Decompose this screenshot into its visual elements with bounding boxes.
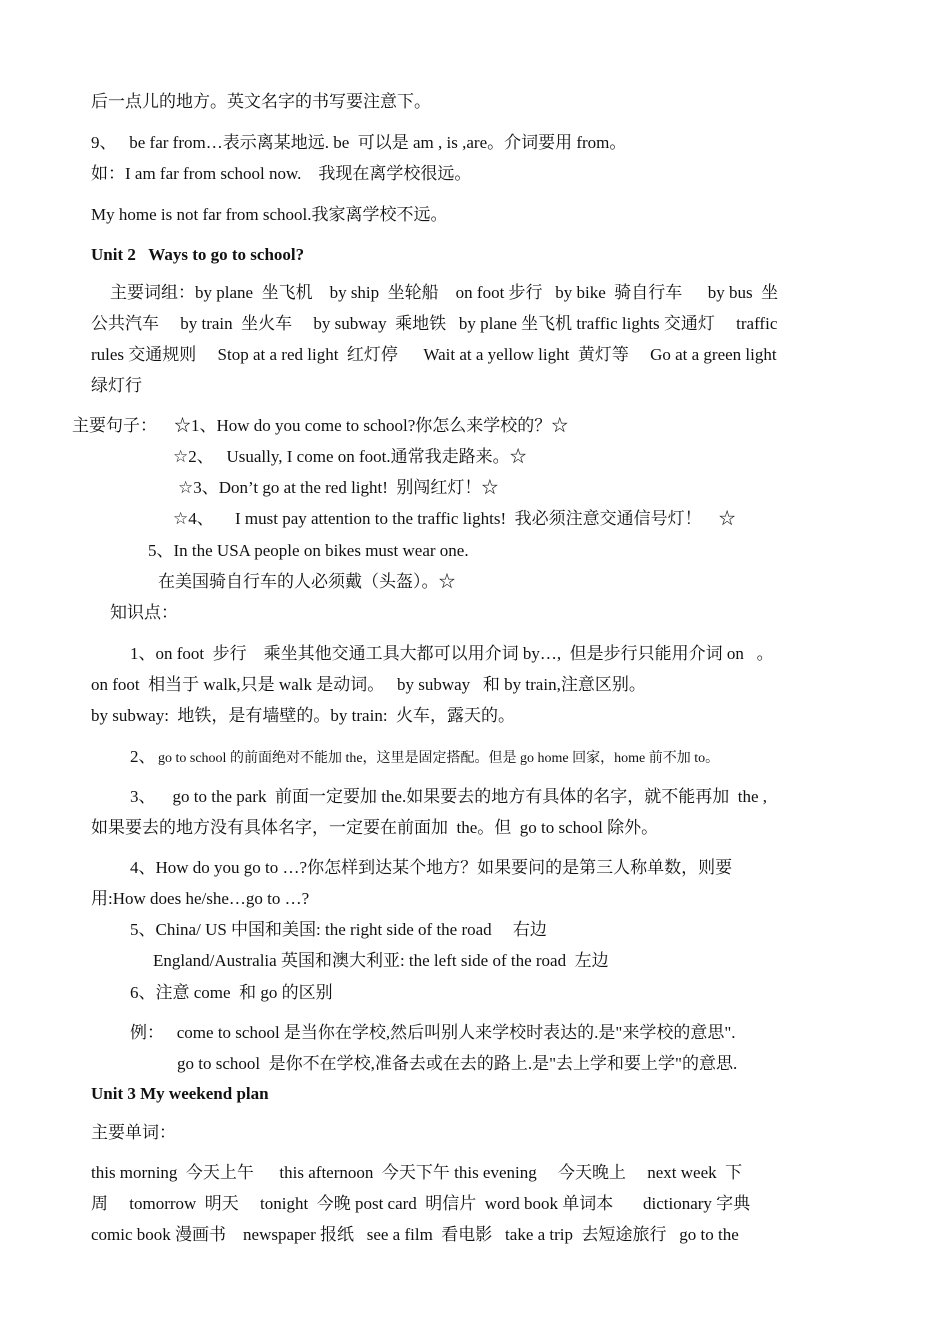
text-line: 知识点：: [110, 603, 178, 622]
text-line: ☆4、 I must pay attention to the traffic lights! 我必须注意交通信号灯！ ☆: [173, 509, 736, 528]
text-line: by subway: 地铁，是有墙壁的。by train: 火车，露天的。: [91, 706, 516, 725]
text-line: 9、 be far from…表示离某地远. be 可以是 am , is ,are。介词要用 from。: [91, 133, 627, 152]
text-line: 主要句子： ☆1、How do you come to school?你怎么来学校的？☆: [72, 416, 569, 435]
text-line: 绿灯行: [91, 376, 142, 395]
text-line: 在美国骑自行车的人必须戴（头盔）。☆: [158, 572, 456, 591]
text-line: go to school 是你不在学校,准备去或在去的路上.是"去上学和要上学"的意思.: [177, 1054, 738, 1073]
text-line: 5、China/ US 中国和美国: the right side of the road 右边: [130, 920, 547, 939]
text-line: 如：I am far from school now. 我现在离学校很远。: [91, 164, 472, 183]
text-line: 4、How do you go to …?你怎样到达某个地方？如果要问的是第三人称单数，则要: [130, 858, 733, 877]
text-line: rules 交通规则 Stop at a red light 红灯停 Wait at a yellow light 黄灯等 Go at a green light: [91, 345, 777, 364]
text-line: 周 tomorrow 明天 tonight 今晚 post card 明信片 word book 单词本 dictionary 字典: [91, 1194, 751, 1213]
text-line: 3、 go to the park 前面一定要加 the.如果要去的地方有具体的名字，就不能再加 the ,: [130, 787, 767, 806]
text-line: 主要单词：: [91, 1123, 176, 1142]
unit-heading: Unit 2 Ways to go to school?: [91, 245, 305, 264]
text-line: 例： come to school 是当你在学校,然后叫别人来学校时表达的.是"来学校的意思".: [130, 1023, 736, 1042]
text-line: 如果要去的地方没有具体名字，一定要在前面加 the。但 go to school 除外。: [91, 818, 659, 837]
text-line: England/Australia 英国和澳大利亚: the left side of the road 左边: [153, 951, 609, 970]
text-line: ☆3、Don’t go at the red light! 别闯红灯！☆: [178, 478, 499, 497]
unit-heading: Unit 3 My weekend plan: [91, 1084, 269, 1103]
text-line: go to school 的前面绝对不能加 the，这里是固定搭配。但是 go home 回家，home 前不加 to。: [158, 751, 720, 766]
text-line: this morning 今天上午 this afternoon 今天下午 this evening 今天晚上 next week 下: [91, 1163, 743, 1182]
text-line: comic book 漫画书 newspaper 报纸 see a film 看电影 take a trip 去短途旅行 go to the: [91, 1225, 739, 1244]
text-line: 用:How does he/she…go to …?: [91, 889, 310, 908]
text-line: on foot 相当于 walk,只是 walk 是动词。 by subway 和 by train,注意区别。: [91, 675, 646, 694]
text-line: My home is not far from school.我家离学校不远。: [91, 205, 448, 224]
text-line: 主要词组：by plane 坐飞机 by ship 坐轮船 on foot 步行 by bike 骑自行车 by bus 坐: [110, 283, 779, 302]
text-line: 1、on foot 步行 乘坐其他交通工具大都可以用介词 by…, 但是步行只能用介词 on 。: [130, 644, 774, 663]
text-line: 2、: [130, 747, 156, 766]
text-line: 后一点儿的地方。英文名字的书写要注意下。: [91, 92, 431, 111]
text-line: 6、注意 come 和 go 的区别: [130, 983, 333, 1002]
text-line: ☆2、 Usually, I come on foot.通常我走路来。☆: [173, 447, 527, 466]
text-line: 公共汽车 by train 坐火车 by subway 乘地铁 by plane 坐飞机 traffic lights 交通灯 traffic: [91, 314, 778, 333]
text-line: 5、In the USA people on bikes must wear one.: [148, 541, 469, 560]
